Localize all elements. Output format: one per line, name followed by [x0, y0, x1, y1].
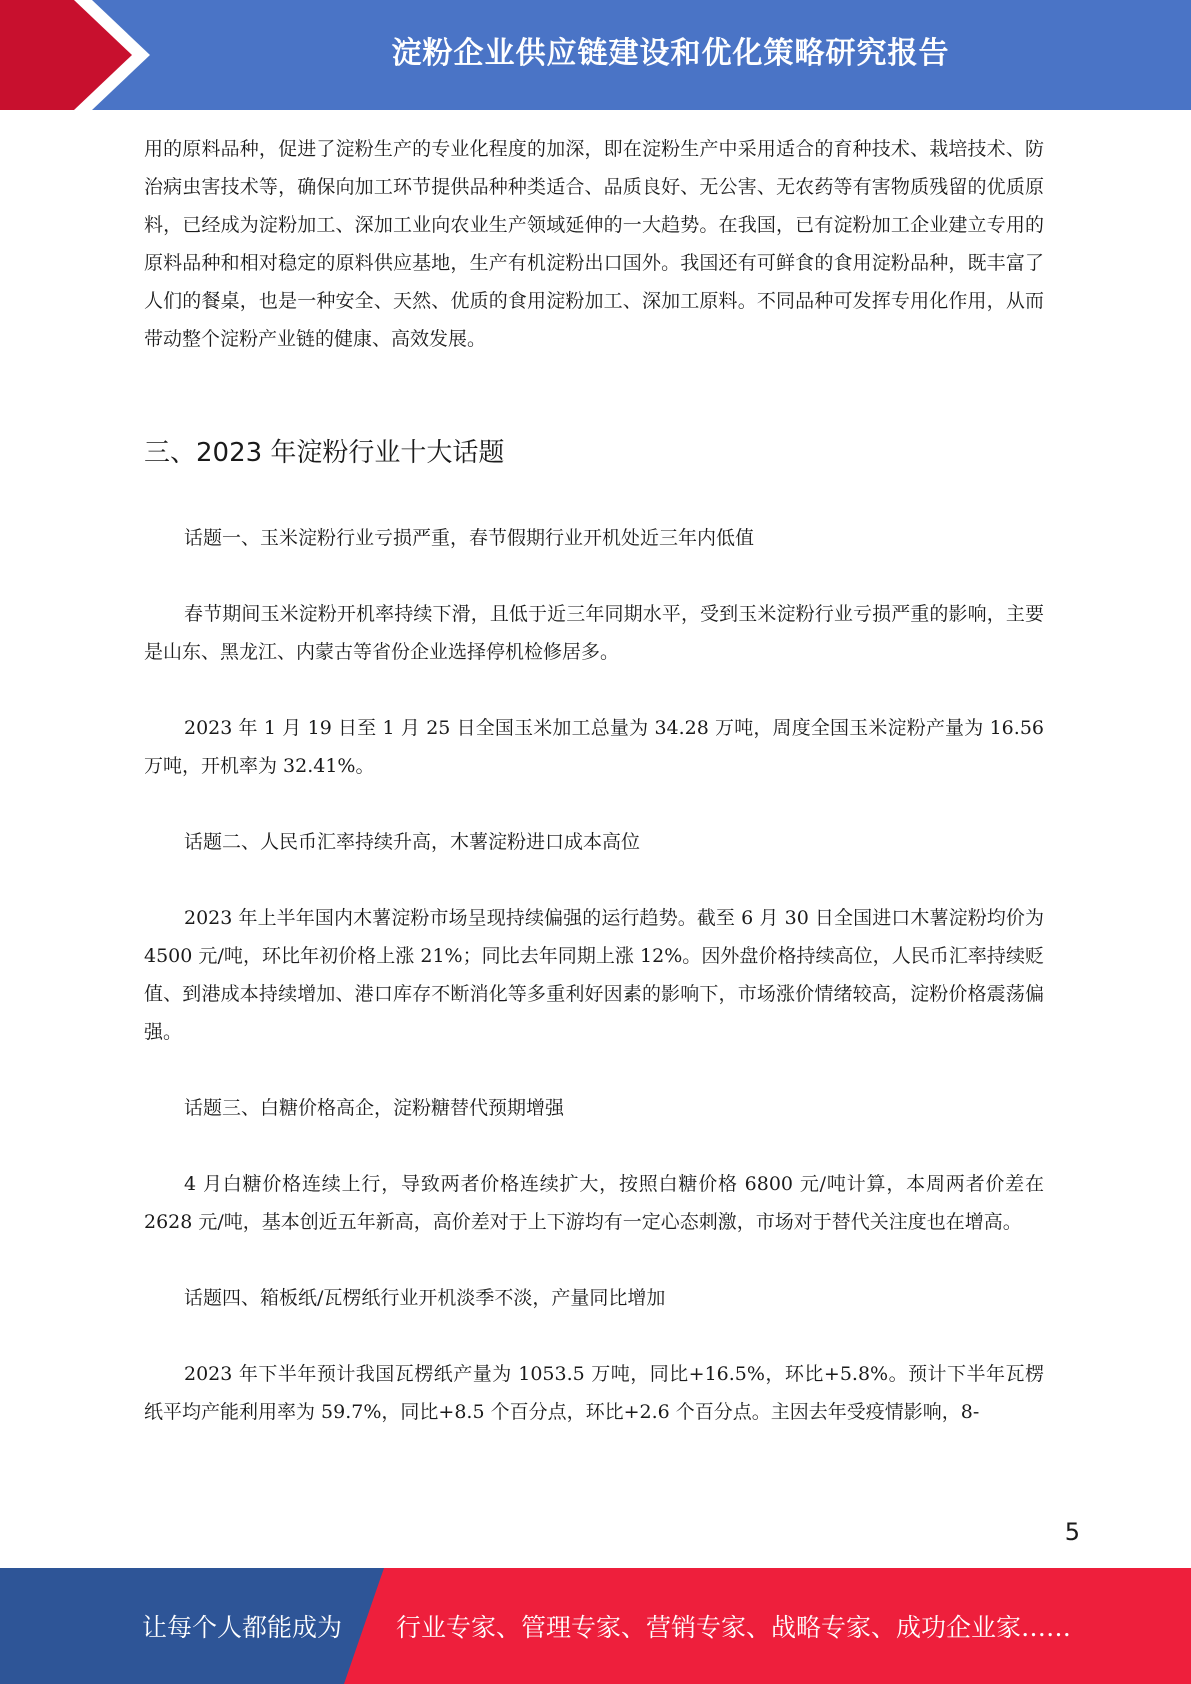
report-title: 淀粉企业供应链建设和优化策略研究报告 — [391, 36, 950, 71]
intro-paragraph: 用的原料品种，促进了淀粉生产的专业化程度的加深，即在淀粉生产中采用适合的育种技术、栽培技术、防治病虫害技术等，确保向加工环节提供品种种类适合、品质良好、无公害、无农药等有害物质残留的优质原料，已经成为淀粉加工、深加工业向农业生产领域延伸的一大趋势。在我国，已有淀粉加工企业建立专用的原料品种和相对稳定的原料供应基地，生产有机淀粉出口国外。我国还有可鲜食的食用淀粉品种，既丰富了人们的餐桌，也是一种安全、天然、优质的食用淀粉加工、深加工原料。不同品种可发挥专用化作用，从而带动整个淀粉产业链的健康、高效发展。 — [144, 138, 1044, 350]
page-body — [144, 130, 1044, 1431]
topic-4-title: 话题四、箱板纸/瓦楞纸行业开机淡季不淡，产量同比增加 — [184, 1287, 666, 1309]
page-header — [0, 0, 1191, 110]
topic-1-title: 话题一、玉米淀粉行业亏损严重，春节假期行业开机处近三年内低值 — [184, 527, 755, 549]
topic-3-paragraph-1: 4 月白糖价格连续上行，导致两者价格连续扩大，按照白糖价格 6800 元/吨计算，本周两者价差在 2628 元/吨，基本创近五年新高，高价差对于上下游均有一定心态刺激，市场对于替代关注度也在增高。 — [144, 1173, 1044, 1233]
topic-3-title: 话题三、白糖价格高企，淀粉糖替代预期增强 — [184, 1097, 565, 1119]
topic-2-paragraph-1: 2023 年上半年国内木薯淀粉市场呈现持续偏强的运行趋势。截至 6 月 30 日全国进口木薯淀粉均价为 4500 元/吨，环比年初价格上涨 21%；同比去年同期上涨 12%。因外盘价格持续高位，人民币汇率持续贬值、到港成本持续增加、港口库存不断消化等多重利好因素的影响下，市场涨价情绪较高，淀粉价格震荡偏强。 — [144, 907, 1044, 1043]
page-footer — [0, 1568, 1191, 1684]
topic-4-paragraph-1: 2023 年下半年预计我国瓦楞纸产量为 1053.5 万吨，同比+16.5%，环比+5.8%。预计下半年瓦楞纸平均产能利用率为 59.7%，同比+8.5 个百分点，环比+2.6 个百分点。主因去年受疫情影响，8- — [144, 1363, 1044, 1423]
section-heading: 三、2023 年淀粉行业十大话题 — [144, 438, 505, 468]
page-number: 5 — [1064, 1518, 1080, 1546]
topic-1-paragraph-2: 2023 年 1 月 19 日至 1 月 25 日全国玉米加工总量为 34.28 万吨，周度全国玉米淀粉产量为 16.56 万吨，开机率为 32.41%。 — [144, 717, 1044, 777]
footer-slogan-left: 让每个人都能成为 — [142, 1613, 343, 1642]
topic-1-paragraph-1: 春节期间玉米淀粉开机率持续下滑，且低于近三年同期水平，受到玉米淀粉行业亏损严重的影响，主要是山东、黑龙江、内蒙古等省份企业选择停机检修居多。 — [144, 603, 1044, 663]
footer-slogan-right: 行业专家、管理专家、营销专家、战略专家、成功企业家…… — [396, 1613, 1072, 1642]
topic-2-title: 话题二、人民币汇率持续升高，木薯淀粉进口成本高位 — [184, 831, 641, 853]
